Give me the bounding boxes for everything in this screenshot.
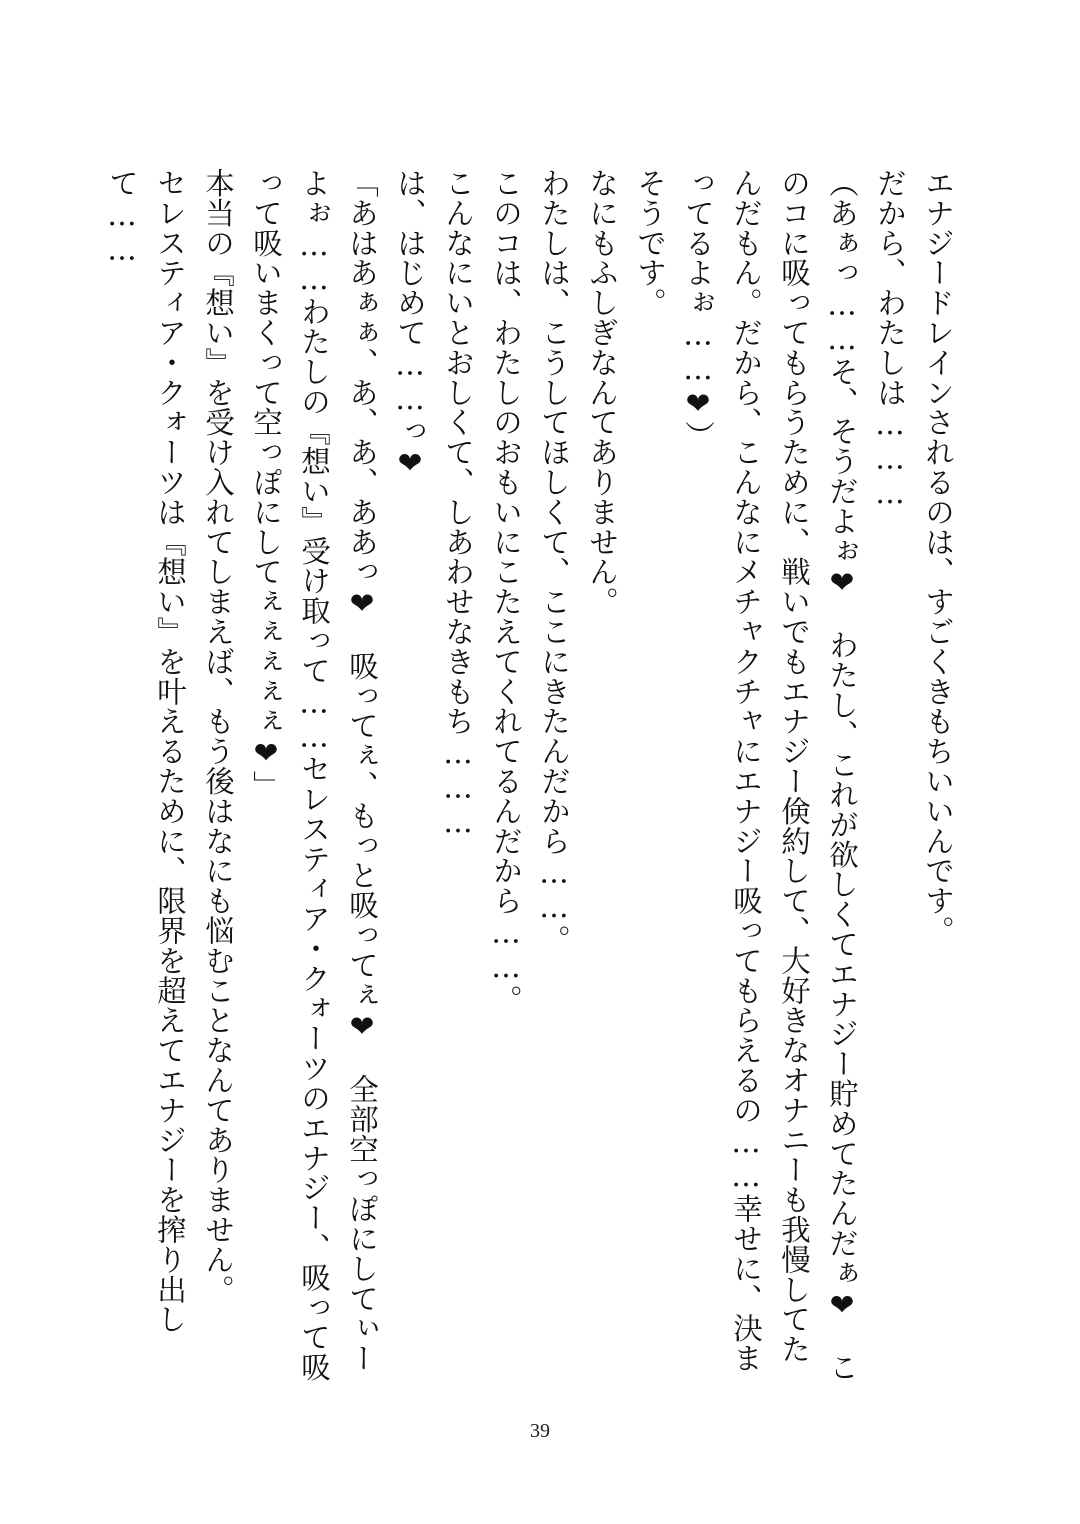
- page-number: 39: [530, 1420, 550, 1442]
- text-line-11: こんなにいとおしくて、しあわせなきもち………: [441, 168, 475, 840]
- text-line-15: って吸いまくって空っぽにしてぇぇぇぇぇ❤」: [249, 168, 283, 801]
- text-line-12: は、はじめて……っ❤: [393, 168, 427, 481]
- vertical-text-body: [98, 168, 962, 1382]
- text-line-4: のコに吸ってもらうために、戦いでもエナジー倹約して、大好きなオナニーも我慢してた: [777, 168, 811, 1364]
- text-line-16: 本当の『想い』を受け入れてしまえば、もう後はなにも悩むことなんてありません。: [201, 168, 235, 1305]
- text-line-1: エナジードレインされるのは、すごくきもちいいんです。: [921, 168, 955, 946]
- text-line-6: ってるよぉ……❤）: [681, 168, 715, 451]
- text-line-10: このコは、わたしのおもいにこたえてくれてるんだから……。: [489, 168, 523, 1015]
- text-line-17: セレスティア・クォーツは『想い』を叶えるために、限界を超えてエナジーを搾り出し: [153, 168, 187, 1335]
- text-line-9: わたしは、こうしてほしくて、ここにきたんだから……。: [537, 168, 571, 955]
- text-line-3: （あぁっ……そ、そうだよぉ❤ わたし、これが欲しくてエナジー貯めてたんだぁ❤ こ: [825, 168, 859, 1382]
- text-line-8: なにもふしぎなんてありません。: [585, 168, 619, 617]
- text-line-14: よぉ……わたしの『想い』受け取って……セレスティア・クォーツのエナジー、吸って吸: [297, 168, 331, 1382]
- text-line-5: んだもん。だから、こんなにメチャクチャにエナジー吸ってもらえるの……幸せに、決ま: [729, 168, 763, 1373]
- text-line-13: 「あはあぁぁ、あ、あ、ああっ❤ 吸ってぇ、もっと吸ってぇ❤ 全部空っぽにしてぃー: [345, 168, 379, 1373]
- text-line-18: て……: [105, 168, 139, 267]
- text-line-7: そうです。: [633, 168, 667, 318]
- text-line-2: だから、わたしは………: [873, 168, 907, 511]
